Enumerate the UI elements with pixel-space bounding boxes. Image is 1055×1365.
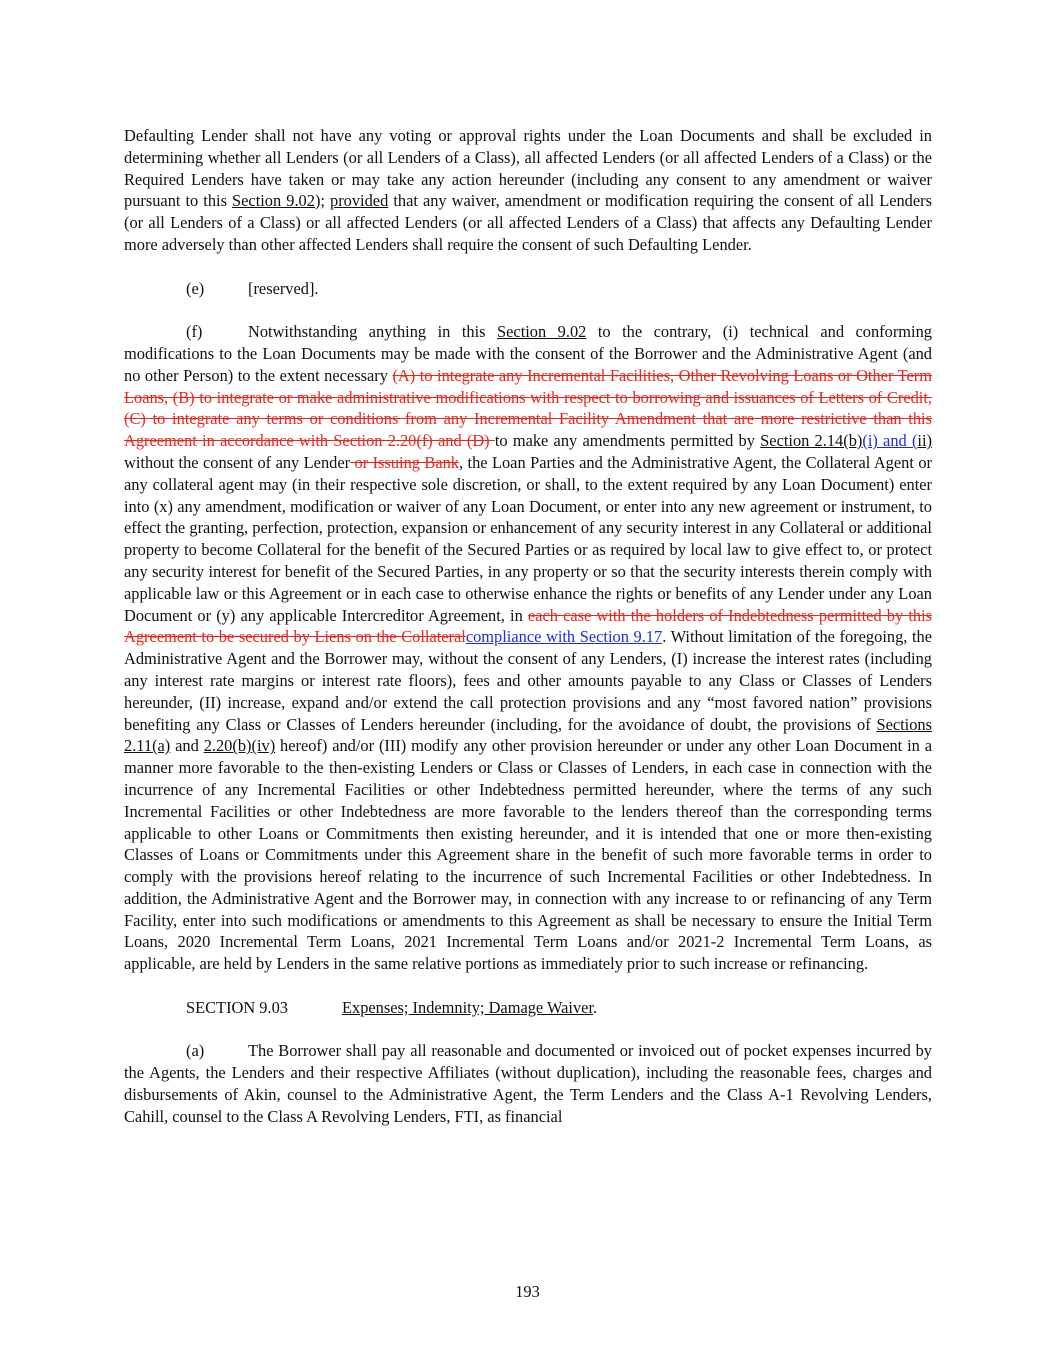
text-run: without the consent of any Lender [124, 452, 351, 472]
deleted-text: each case with the holders of Indebtedness permitted by this Agreement to be secured by Liens on the Collateral [124, 605, 933, 647]
paragraph-label: (e) [186, 278, 205, 298]
deleted-text: or Issuing Bank [350, 452, 459, 472]
text-run: ); [314, 191, 330, 211]
section-heading [124, 997, 932, 1019]
text-run: that any waiver, amendment or modification requiring the consent of all Lenders (or all Lenders of a Class) or all affected Lenders (or all affected Lenders of a Class) that affects any Defaulting Lender more adversely than other affected Lenders shall require the consent of such Defaulting Lender. [124, 191, 932, 254]
cross-reference: Section 9.02 [232, 191, 315, 211]
cross-reference: Section 2.14(b) [760, 431, 863, 451]
paragraph-label: (f) [186, 322, 203, 342]
paragraph-f [124, 321, 932, 975]
text-run: hereof) and/or (III) modify any other provision hereunder or under any other Loan Document in a manner more favorable to the then-existing Lenders or Class or Classes of Lenders, in each case in connection with the incurrence of any Incremental Facilities or other Indebtedness permitted hereunder, where the terms of any such Incremental Facilities or other Indebtedness are more favorable to the lenders thereof than the corresponding terms applicable to other Loans or Commitments then existing hereunder, and it is intended that one or more then-existing Classes of Loans or Commitments under this Agreement share in the benefit of such more favorable terms in order to comply with the provisions hereof relating to the incurrence of such Incremental Facilities or other Indebtedness. In addition, the Administrative Agent and the Borrower may, in connection with any increase to or refinancing of any Term Facility, enter into such modifications or amendments to this Agreement as shall be necessary to ensure the Initial Term Loans, 2020 Incremental Term Loans, 2021 Incremental Term Loans and/or 2021-2 Incremental Term Loans, as applicable, are held by Lenders in the same relative portions as immediately prior to such increase or refinancing. [124, 736, 932, 974]
text-run: to the contrary, (i) technical and conforming modifications to the Loan Documents may be made with the consent of the Borrower and the Administrative Agent (and no other Person) to the extent necessary [124, 322, 932, 385]
paragraph-a [124, 1040, 932, 1127]
text-run: Notwithstanding anything in this [248, 322, 498, 342]
paragraph-label: (a) [186, 1041, 205, 1061]
deleted-text: (A) to integrate any Incremental Facilities, Other Revolving Loans or Other Term Loans, (B) to integrate or make administrative modifications with respect to borrowing and issuances of Letters of Credit, (C) to integrate any terms or conditions from any Incremental Facility Amendment that are more restrictive than this Agreement in accordance with Section 2.20(f) and (D) [124, 365, 932, 451]
text-run: [reserved]. [248, 278, 319, 298]
cross-reference: Section 9.02 [497, 322, 587, 342]
cross-reference: 2.20(b)(iv) [203, 736, 276, 756]
paragraph-e [124, 278, 932, 300]
inserted-text: (i) and ( [862, 431, 918, 451]
text-run: The Borrower shall pay all reasonable and documented or invoiced out of pocket expenses incurred by the Agents, the Lenders and their respective Affiliates (without duplication), including the reasonable fees, charges and disbursements of Akin, counsel to the Administrative Agent, the Term Lenders and the Class A-1 Revolving Lenders, Cahill, counsel to the Class A Revolving Lenders, FTI, as financial [124, 1041, 932, 1126]
text-run: , the Loan Parties and the Administrative Agent, the Collateral Agent or any collateral agent may (in their respective sole discretion, or shall, to the extent required by any Loan Document) enter into (x) any amendment, modification or waiver of any Loan Document, or enter into any new agreement or instrument, to effect the granting, perfection, protection, expansion or enhancement of any security interest in any Collateral or additional property to become Collateral for the benefit of the Secured Parties or as required by local law to give effect to, or protect any security interest for benefit of the Secured Parties, in any property or so that the security interests therein comply with applicable law or this Agreement or in each case to otherwise enhance the rights or benefits of any Lender under any Loan Document or (y) any applicable Intercreditor Agreement, in [124, 452, 932, 625]
text-run: and [170, 736, 204, 756]
cross-reference: Sections 2.11(a) [124, 714, 932, 756]
section-title: Expenses; Indemnity; Damage Waiver [342, 997, 593, 1017]
text-run: . Without limitation of the foregoing, the Administrative Agent and the Borrower may, without the consent of any Lenders, (I) increase the interest rates (including any interest rate margins or interest rate floors), fees and other amounts payable to any Class or Classes of Lenders hereunder, (II) increase, expand and/or extend the call protection provisions and any “most favored nation” provisions benefiting any Class or Classes of Lenders hereunder (including, for the avoidance of doubt, the provisions of [124, 627, 932, 734]
text-run: to make any amendments permitted by [494, 431, 761, 451]
section-number: SECTION 9.03 [186, 997, 288, 1017]
cross-reference: ii) [917, 431, 932, 451]
paragraph-defaulting-lender [124, 125, 932, 256]
document-page [124, 125, 932, 1149]
text-run: Defaulting Lender shall not have any voting or approval rights under the Loan Documents and shall be excluded in determining whether all Lenders (or all Lenders of a Class), all affected Lenders (or all affected Lenders of a Class) or the Required Lenders have taken or may take any action hereunder (including any consent to any amendment or waiver pursuant to this [124, 126, 932, 211]
inserted-text: compliance with Section 9.17 [465, 627, 663, 647]
cross-reference: provided [330, 191, 389, 211]
section-title-period: . [593, 997, 598, 1017]
page-number: 193 [515, 1282, 540, 1301]
